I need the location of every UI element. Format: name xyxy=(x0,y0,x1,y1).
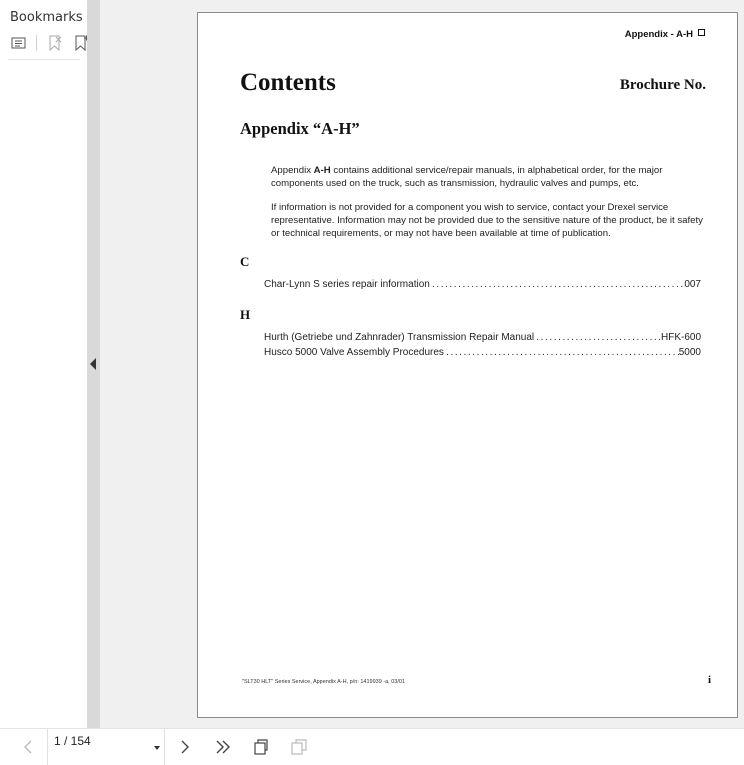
toc-entry[interactable] xyxy=(264,346,701,359)
page-indicator: 1 / 154 xyxy=(54,734,91,748)
toc-entry-title: Hurth (Getriebe und Zahnrader) Transmission Repair Manual . . . xyxy=(264,331,661,344)
toc-entry-number: 5000 xyxy=(678,347,701,358)
chevron-down-icon[interactable] xyxy=(154,746,160,750)
bookmarks-toolbar xyxy=(0,32,87,54)
bookmarks-title: Bookmarks xyxy=(10,10,83,25)
intro-paragraph: Appendix A-H contains additional service/repair manuals, in alphabetical order, for the major components used on the truck, such as transmission, hydraulic valves and pumps, etc. xyxy=(271,165,663,189)
previous-page-icon[interactable] xyxy=(20,738,38,756)
toolbar-divider xyxy=(36,35,37,51)
page-number: i xyxy=(707,674,711,686)
info-paragraph: If information is not provided for a component you wish to service, contact your Drexel service representative. Information may not be provided due to the sensitive nature of the product, be it safety or technical requirements, or may not have been available at time of publication. xyxy=(271,202,703,239)
toc-entry[interactable] xyxy=(264,331,701,344)
toc-entry-title: Husco 5000 Valve Assembly Procedures . . . xyxy=(264,346,679,359)
toc-entry[interactable] xyxy=(264,278,701,291)
last-page-icon[interactable] xyxy=(214,738,232,756)
contents-heading: Contents xyxy=(240,69,336,96)
section-letter: H xyxy=(240,307,251,322)
page-header: Appendix - A-H xyxy=(625,29,705,40)
toc-entry-number: HFK-600 xyxy=(660,332,701,343)
checkbox-glyph-icon xyxy=(698,29,705,36)
next-page-icon[interactable] xyxy=(176,738,194,756)
document-page xyxy=(197,12,738,718)
collapse-sidebar-icon[interactable] xyxy=(90,358,96,370)
bookmark-list-icon[interactable] xyxy=(10,34,28,52)
brochure-heading: Brochure No. xyxy=(619,77,706,93)
rotate-page-icon[interactable] xyxy=(252,738,270,756)
copy-page-icon[interactable] xyxy=(290,738,308,756)
page-footer: "SLT30 HLT" Series Service, Appendix A-H, p/n: 1419939 -a, 03/01 xyxy=(242,679,405,685)
toc-entry-title: Char-Lynn S series repair information . . . xyxy=(264,278,684,291)
navigation-bar xyxy=(0,728,744,765)
bookmarks-panel xyxy=(0,0,88,728)
toc-entry-number: 007 xyxy=(684,279,701,290)
remove-bookmark-icon[interactable] xyxy=(46,34,64,52)
bookmarks-divider xyxy=(8,59,80,60)
appendix-heading: Appendix “A-H” xyxy=(240,119,360,138)
section-letter: C xyxy=(240,254,250,269)
page-number-input[interactable] xyxy=(47,729,165,765)
